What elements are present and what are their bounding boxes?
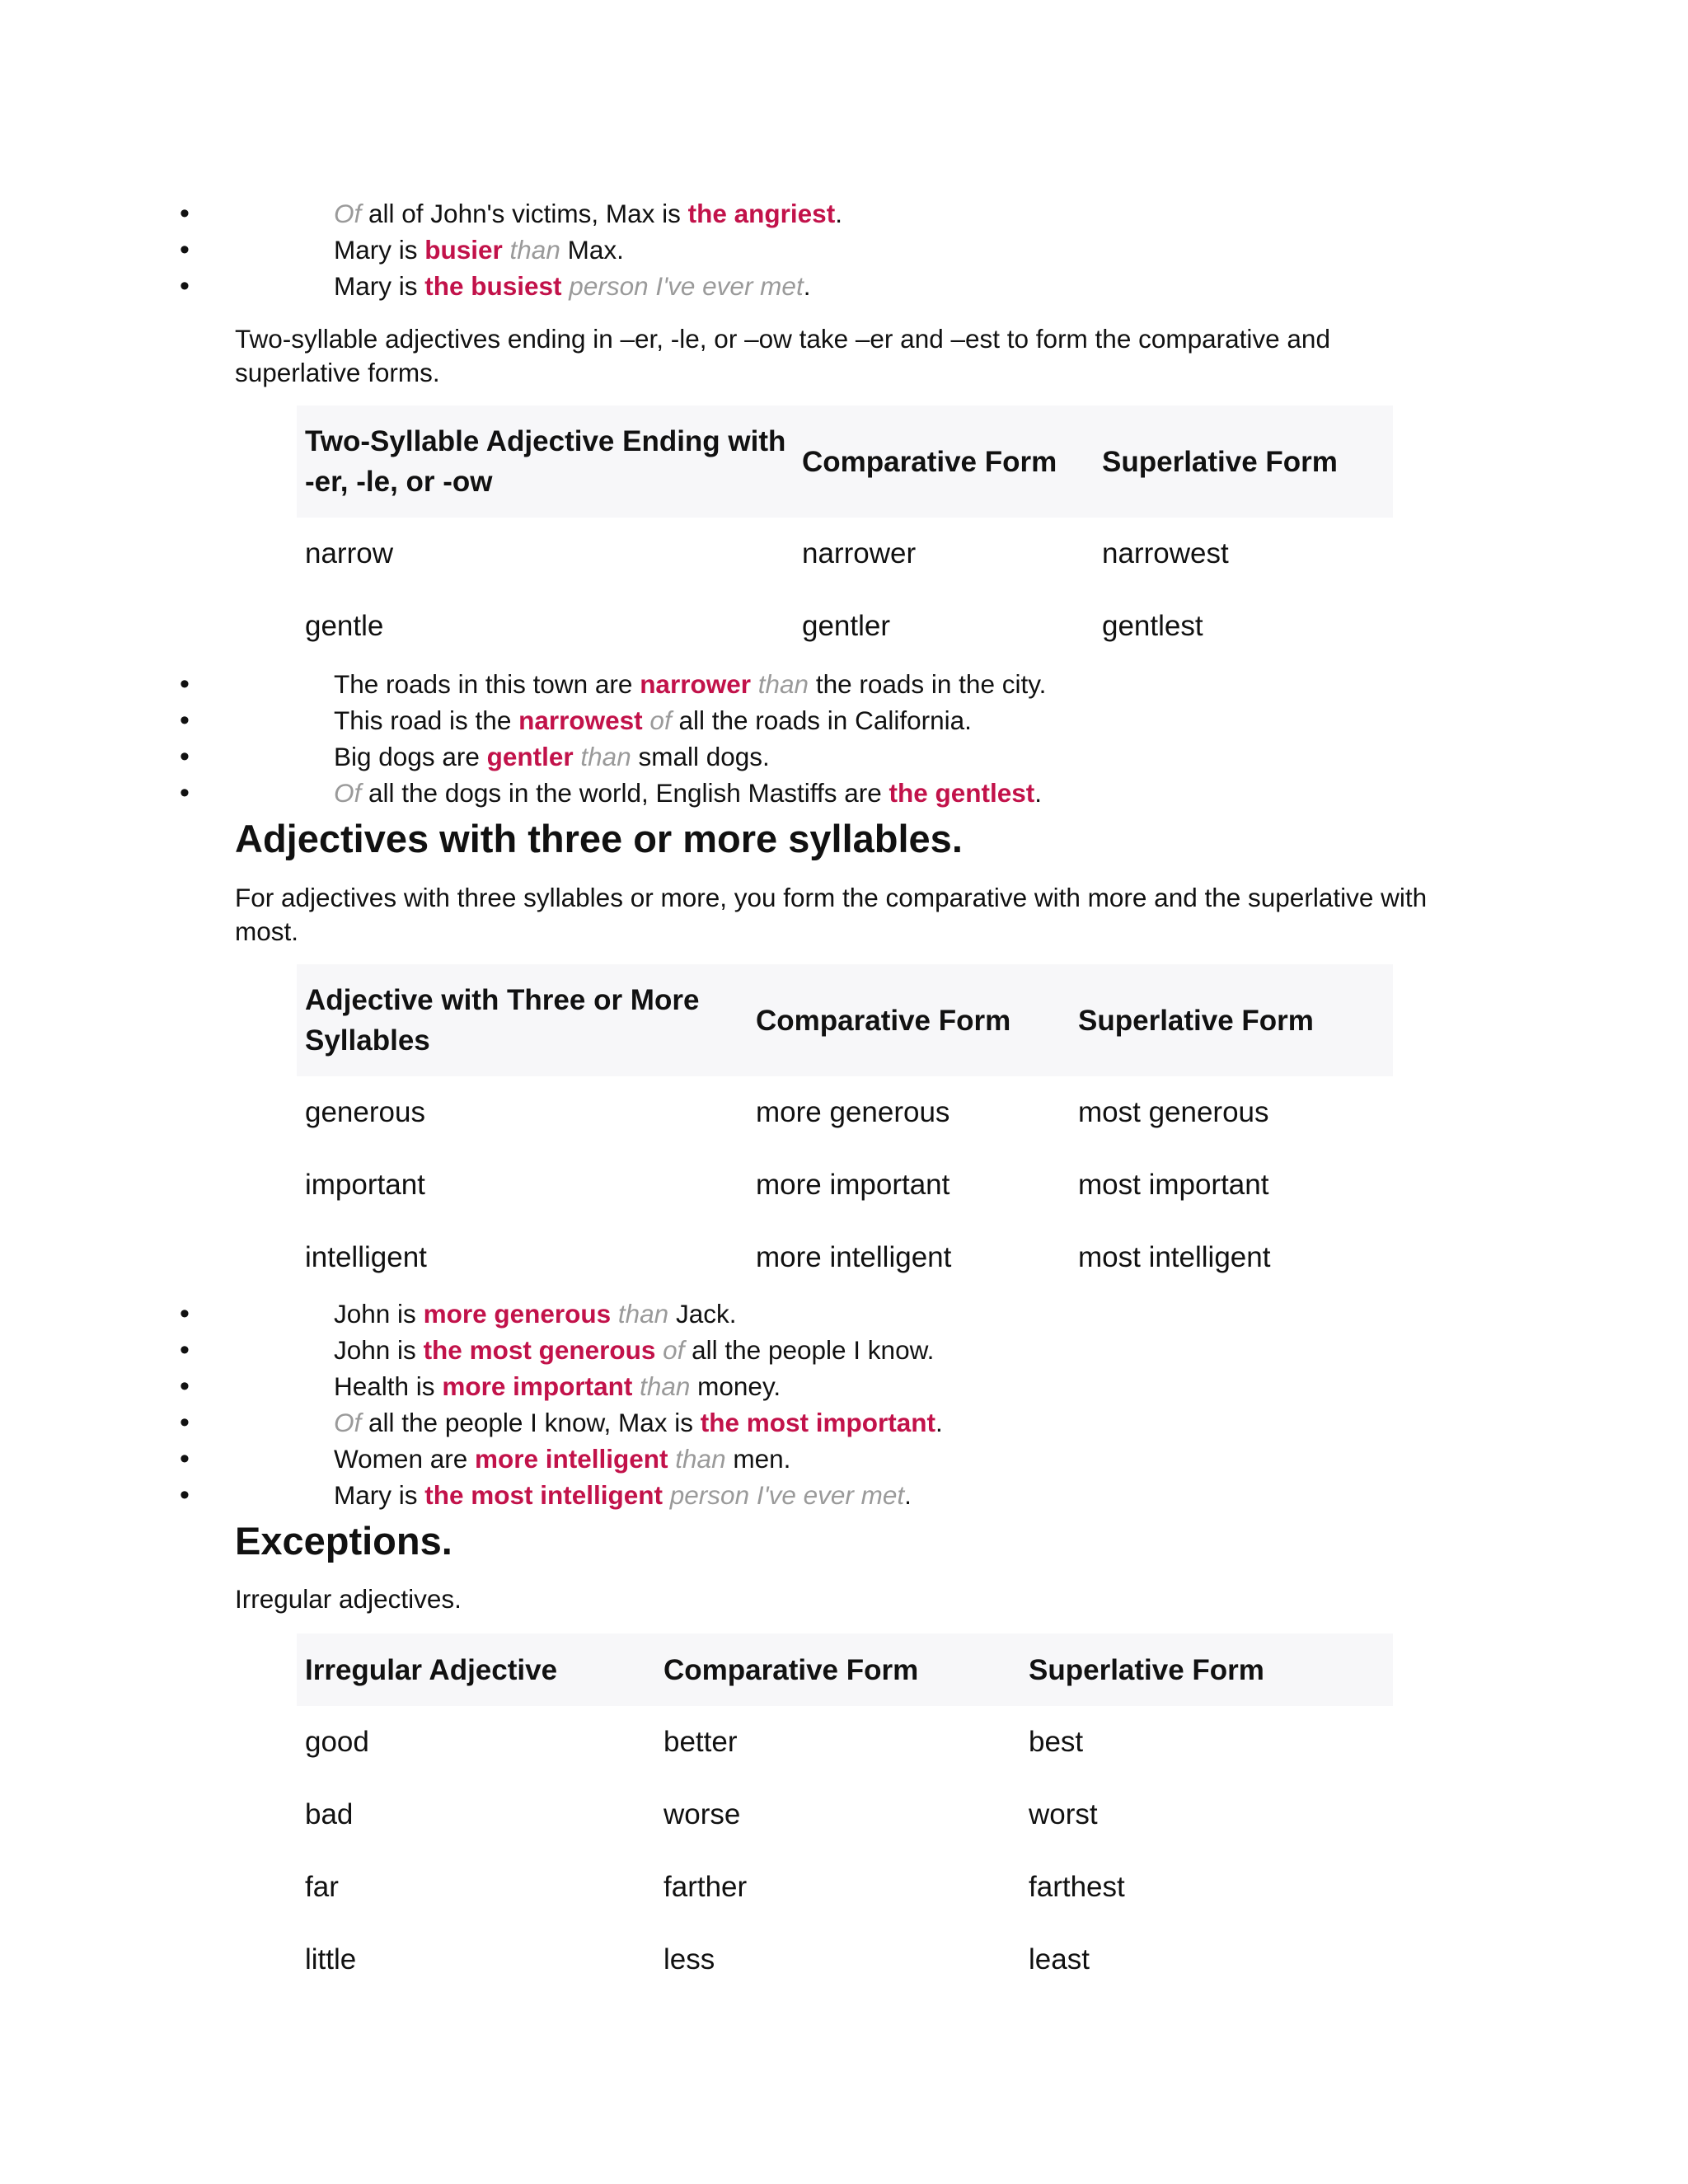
table-row — [297, 1706, 1393, 1779]
muted-keyword: than — [668, 1444, 726, 1474]
table-header-cell: Comparative Form — [663, 1653, 919, 1686]
bullet-icon: • — [180, 777, 190, 808]
sentence-text: Women are — [334, 1444, 475, 1474]
table-cell: worse — [663, 1798, 741, 1830]
bullet-icon: • — [180, 1371, 190, 1402]
sentence-text: Mary is — [334, 1480, 425, 1510]
highlighted-adjective: the gentlest — [889, 778, 1035, 808]
example-sentence — [334, 775, 1042, 811]
sentence-text: men. — [725, 1444, 791, 1474]
table-cell: most important — [1078, 1169, 1269, 1201]
muted-keyword: person I've ever met — [663, 1480, 905, 1510]
section-heading-exceptions: Exceptions. — [235, 1519, 452, 1563]
table-cell: better — [663, 1726, 738, 1758]
table-cell: more generous — [756, 1096, 950, 1128]
table-cell: farther — [663, 1871, 748, 1903]
highlighted-adjective: busier — [424, 235, 503, 265]
sentence-text: . — [904, 1480, 912, 1510]
table-header-cell: Comparative Form — [802, 445, 1057, 478]
sentence-text: all of John's victims, Max is — [361, 199, 688, 228]
sentence-text: Health is — [334, 1371, 443, 1401]
two-syllable-table — [297, 405, 1393, 663]
table-cell: more important — [756, 1169, 950, 1201]
two-syllable-intro: Two-syllable adjectives ending in –er, -le, or –ow take –er and –est to form the comparative and superlative forms. — [235, 324, 1330, 387]
sentence-text: all the people I know. — [684, 1335, 935, 1365]
table-cell: narrow — [305, 537, 393, 569]
table-header-cell: Irregular Adjective — [305, 1653, 558, 1686]
table-header-cell: Superlative Form — [1029, 1653, 1264, 1686]
muted-keyword: than — [751, 669, 809, 699]
table-cell: gentlest — [1102, 610, 1203, 642]
sentence-text: Big dogs are — [334, 742, 487, 771]
table-row — [297, 1149, 1393, 1221]
highlighted-adjective: the angriest — [687, 199, 836, 228]
three-syllable-intro: For adjectives with three syllables or more, you form the comparative with more and the superlative with most. — [235, 883, 1428, 946]
example-sentence — [334, 232, 624, 268]
bullet-icon: • — [180, 1479, 190, 1511]
sentence-text: the roads in the city. — [809, 669, 1047, 699]
table-cell: important — [305, 1169, 425, 1201]
table-row — [297, 1221, 1393, 1294]
example-sentence — [334, 738, 770, 775]
muted-keyword: of — [655, 1335, 685, 1365]
example-sentence — [334, 666, 1046, 702]
table-row — [297, 1076, 1393, 1149]
muted-keyword: than — [632, 1371, 691, 1401]
muted-keyword: Of — [334, 1408, 362, 1437]
table-row — [297, 590, 1393, 663]
table-cell: gentler — [802, 610, 891, 642]
sentence-text: John is — [334, 1299, 424, 1329]
bullet-icon: • — [180, 1443, 190, 1474]
sentence-text: The roads in this town are — [334, 669, 640, 699]
table-header-row — [297, 1633, 1393, 1706]
sentence-text: . — [835, 199, 842, 228]
example-sentence — [334, 702, 972, 738]
highlighted-adjective: narrower — [640, 669, 751, 699]
table-header-cell: Two-Syllable Adjective Ending with -er, -le, or -ow — [305, 425, 786, 498]
sentence-text: John is — [334, 1335, 424, 1365]
table-cell: far — [305, 1871, 339, 1903]
table-header-cell: Adjective with Three or More Syllables — [305, 984, 700, 1057]
sentence-text: . — [1034, 778, 1043, 808]
bullet-icon: • — [180, 198, 190, 229]
highlighted-adjective: more generous — [423, 1299, 612, 1329]
muted-keyword: Of — [334, 199, 362, 228]
table-cell: most generous — [1078, 1096, 1269, 1128]
table-row — [297, 1779, 1393, 1851]
example-sentence — [334, 1368, 781, 1404]
table-header-cell: Superlative Form — [1078, 1004, 1314, 1037]
table-cell: good — [305, 1726, 369, 1758]
highlighted-adjective: the most generous — [423, 1335, 656, 1365]
example-sentence — [334, 1477, 912, 1513]
highlighted-adjective: the most important — [700, 1408, 935, 1437]
sentence-text: all the dogs in the world, English Mastiffs are — [361, 778, 889, 808]
table-cell: little — [305, 1943, 357, 1975]
bullet-icon: • — [180, 668, 190, 700]
sentence-text: money. — [690, 1371, 781, 1401]
example-sentence — [334, 195, 842, 232]
bullet-icon: • — [180, 1334, 190, 1366]
table-header-row — [297, 964, 1393, 1076]
example-sentence — [334, 1441, 790, 1477]
highlighted-adjective: narrowest — [518, 705, 643, 735]
exceptions-intro: Irregular adjectives. — [235, 1584, 462, 1614]
table-header-cell: Superlative Form — [1102, 445, 1338, 478]
table-row — [297, 1924, 1393, 1996]
table-cell: best — [1029, 1726, 1084, 1758]
highlighted-adjective: more important — [442, 1371, 633, 1401]
table-cell: bad — [305, 1798, 354, 1830]
sentence-text: Mary is — [334, 271, 425, 301]
table-cell: intelligent — [305, 1241, 427, 1273]
sentence-text: This road is the — [334, 705, 519, 735]
table-header-cell: Comparative Form — [756, 1004, 1011, 1037]
muted-keyword: of — [642, 705, 672, 735]
sentence-text: Mary is — [334, 235, 425, 265]
table-cell: narrowest — [1102, 537, 1229, 569]
sentence-text: . — [935, 1408, 943, 1437]
sentence-text: Max. — [560, 235, 624, 265]
table-row — [297, 518, 1393, 590]
example-sentence — [334, 1332, 934, 1368]
bullet-icon: • — [180, 270, 190, 302]
sentence-text: all the people I know, Max is — [361, 1408, 701, 1437]
section-heading-three-syllables: Adjectives with three or more syllables. — [235, 817, 963, 860]
table-cell: least — [1029, 1943, 1090, 1975]
bullet-icon: • — [180, 234, 190, 265]
table-cell: generous — [305, 1096, 425, 1128]
bullet-icon: • — [180, 1298, 190, 1329]
muted-keyword: than — [573, 742, 631, 771]
irregular-adjectives-table — [297, 1633, 1393, 1996]
highlighted-adjective: more intelligent — [475, 1444, 668, 1474]
example-sentence — [334, 1296, 736, 1332]
sentence-text: Jack. — [668, 1299, 737, 1329]
bullet-icon: • — [180, 705, 190, 736]
table-cell: farthest — [1029, 1871, 1125, 1903]
table-header-row — [297, 405, 1393, 518]
table-cell: gentle — [305, 610, 384, 642]
three-syllable-table — [297, 964, 1393, 1294]
bullet-icon: • — [180, 1407, 190, 1438]
highlighted-adjective: the most intelligent — [424, 1480, 663, 1510]
table-cell: less — [663, 1943, 715, 1975]
muted-keyword: than — [502, 235, 560, 265]
highlighted-adjective: the busiest — [424, 271, 562, 301]
table-cell: more intelligent — [756, 1241, 952, 1273]
example-sentence — [334, 1404, 943, 1441]
table-cell: worst — [1029, 1798, 1098, 1830]
table-cell: narrower — [802, 537, 917, 569]
highlighted-adjective: gentler — [486, 742, 574, 771]
muted-keyword: than — [611, 1299, 669, 1329]
table-row — [297, 1851, 1393, 1924]
sentence-text: . — [803, 271, 811, 301]
bullet-icon: • — [180, 741, 190, 772]
muted-keyword: Of — [334, 778, 362, 808]
table-cell: most intelligent — [1078, 1241, 1271, 1273]
sentence-text: small dogs. — [631, 742, 770, 771]
sentence-text: all the roads in California. — [671, 705, 972, 735]
muted-keyword: person I've ever met — [561, 271, 804, 301]
example-sentence — [334, 268, 810, 304]
